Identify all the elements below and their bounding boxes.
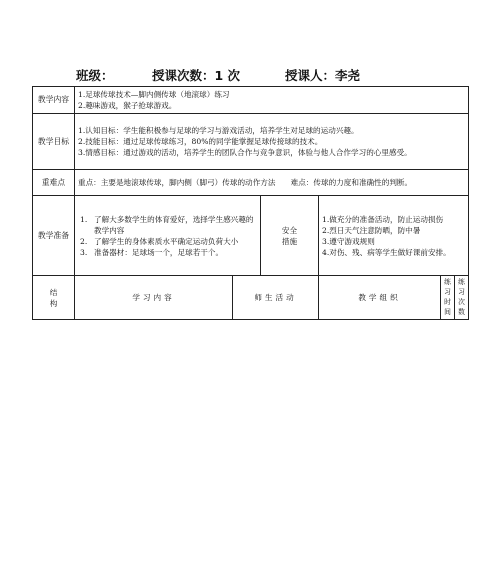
column-header-content: 学习内容 — [75, 276, 233, 320]
column-header-practice-times: 练 习 次 数 — [455, 276, 469, 320]
structure-header-row — [33, 276, 469, 320]
key-points-label: 重难点 — [33, 170, 75, 196]
content-row — [33, 87, 469, 114]
teacher-label: 授课人：李尧 — [285, 68, 361, 83]
goals-cell — [75, 114, 469, 170]
key-points-text: 重点：主要是地滚球传球，脚内侧（脚弓）传球的动作方法 难点：传球的力度和准确性的判断。 — [78, 178, 413, 187]
lesson-plan-table — [32, 86, 469, 320]
goals-row — [33, 114, 469, 170]
key-points-cell — [75, 170, 469, 196]
goal-line: 1.认知目标：学生能积极参与足球的学习与游戏活动，培养学生对足球的运动兴趣。 — [78, 126, 359, 135]
preparation-list — [78, 214, 257, 258]
goals-label: 教学目标 — [33, 114, 75, 170]
lesson-count-label: 授课次数：1 次 — [152, 68, 241, 83]
goal-line: 3.情感目标：通过游戏的活动，培养学生的团队合作与竞争意识，体验与他人合作学习的心里感受。 — [78, 148, 412, 157]
key-points-row — [33, 170, 469, 196]
preparation-row — [33, 196, 469, 276]
preparation-cell — [75, 196, 261, 276]
safety-line: 3.遵守游戏规则 — [322, 236, 375, 246]
safety-line: 2.烈日天气注意防晒，防中暑 — [322, 225, 421, 235]
column-header-activity: 师生活动 — [233, 276, 319, 320]
content-line: 1.足球传球技术—脚内侧传球（地滚球）练习 — [78, 90, 230, 99]
goal-line: 2.技能目标：通过足球传球练习，80%的同学能掌握足球传接球的技术。 — [78, 137, 323, 146]
structure-label: 结 构 — [33, 276, 75, 320]
content-line: 2.趣味游戏，猴子抢球游戏。 — [78, 101, 177, 110]
column-header-practice-time: 练 习 时 间 — [441, 276, 455, 320]
list-item: 2. 了解学生的身体素质水平确定运动负荷大小 — [80, 236, 239, 246]
safety-line: 4.对伤、残、病等学生做好课前安排。 — [322, 247, 451, 257]
safety-cell — [319, 196, 469, 276]
content-cell — [75, 87, 469, 114]
content-label: 教学内容 — [33, 87, 75, 114]
safety-line: 1.做充分的准备活动，防止运动损伤 — [322, 214, 444, 224]
lesson-header — [0, 66, 500, 86]
class-label: 班级： — [76, 68, 114, 83]
safety-label: 安全 措施 — [261, 196, 319, 276]
list-item: 1. 了解大多数学生的体育爱好，选择学生感兴趣的教学内容 — [80, 214, 254, 235]
preparation-label: 教学准备 — [33, 196, 75, 276]
list-item: 3. 准备器材：足球场一个，足球若干个。 — [80, 247, 224, 257]
column-header-organization: 教学组织 — [319, 276, 441, 320]
